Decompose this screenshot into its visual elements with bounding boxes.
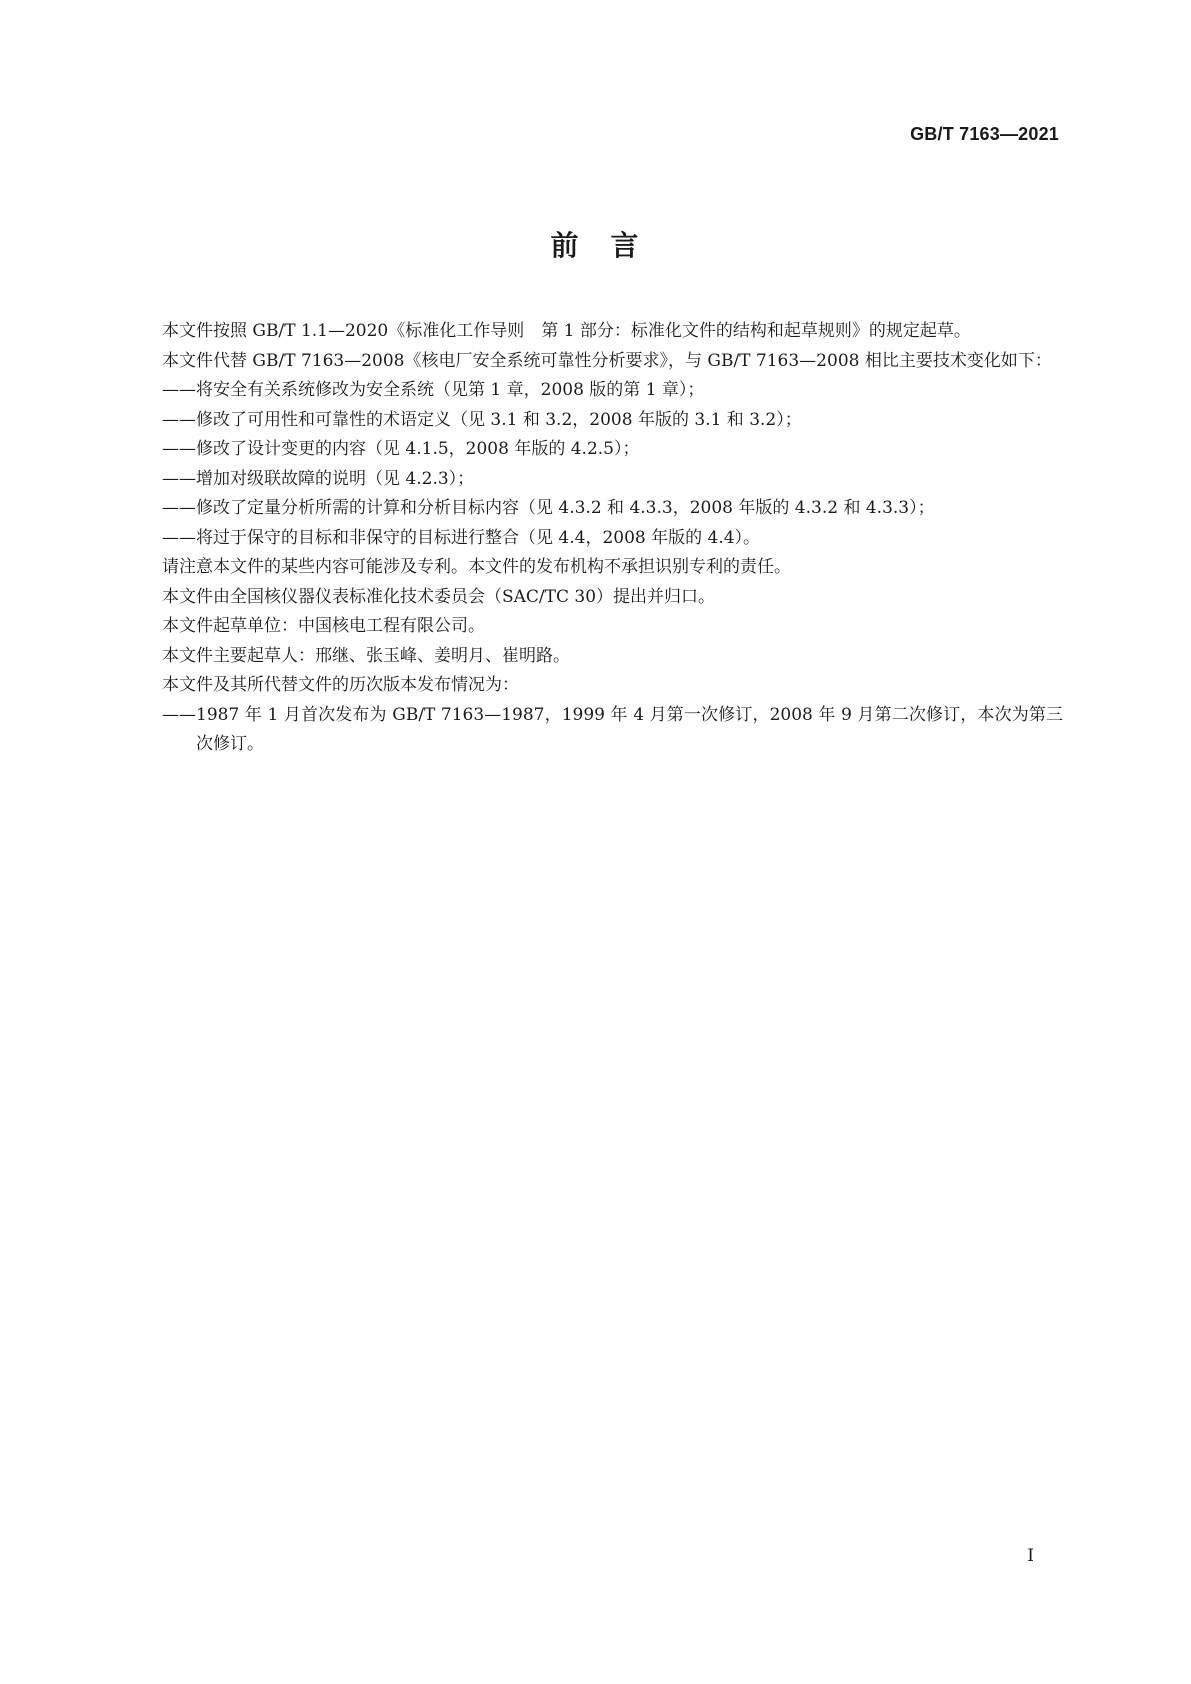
paragraph-drafters: 本文件主要起草人：邢继、张玉峰、姜明月、崔明路。 [162,645,570,666]
history-item: ——1987 年 1 月首次发布为 GB/T 7163—1987，1999 年 4 月第一次修订，2008 年 9 月第二次修订，本次为第三次修订。 [162,704,1063,754]
change-item: ——修改了设计变更的内容（见 4.1.5，2008 年版的 4.2.5）； [162,439,640,459]
change-item: ——将安全有关系统修改为安全系统（见第 1 章，2008 版的第 1 章）； [162,380,705,400]
paragraph-proposer: 本文件由全国核仪器仪表标准化技术委员会（SAC/TC 30）提出并归口。 [162,586,716,607]
paragraph-replacement: 本文件代替 GB/T 7163—2008《核电厂安全系统可靠性分析要求》，与 GB/T 7163—2008 相比主要技术变化如下： [162,350,1052,371]
paragraph-drafting-rules: 本文件按照 GB/T 1.1—2020《标准化工作导则 第 1 部分：标准化文件的结构和起草规则》的规定起草。 [162,321,971,341]
change-item: ——增加对级联故障的说明（见 4.2.3）； [162,468,475,489]
paragraph-patent-notice: 请注意本文件的某些内容可能涉及专利。本文件的发布机构不承担识别专利的责任。 [162,557,791,577]
paragraph-history-intro: 本文件及其所代替文件的历次版本发布情况为： [162,675,519,695]
foreword-body [128,317,1063,760]
page-title: 前 言 [550,229,641,262]
change-item: ——将过于保守的目标和非保守的目标进行整合（见 4.4，2008 年版的 4.4）。 [162,527,761,548]
page-number: I [1027,1546,1034,1566]
document-code: GB/T 7163—2021 [910,124,1059,144]
paragraph-drafting-unit: 本文件起草单位：中国核电工程有限公司。 [162,616,485,636]
change-item: ——修改了可用性和可靠性的术语定义（见 3.1 和 3.2，2008 年版的 3.1 和 3.2）； [162,409,802,430]
change-item: ——修改了定量分析所需的计算和分析目标内容（见 4.3.2 和 4.3.3，2008 年版的 4.3.2 和 4.3.3）； [162,498,935,518]
